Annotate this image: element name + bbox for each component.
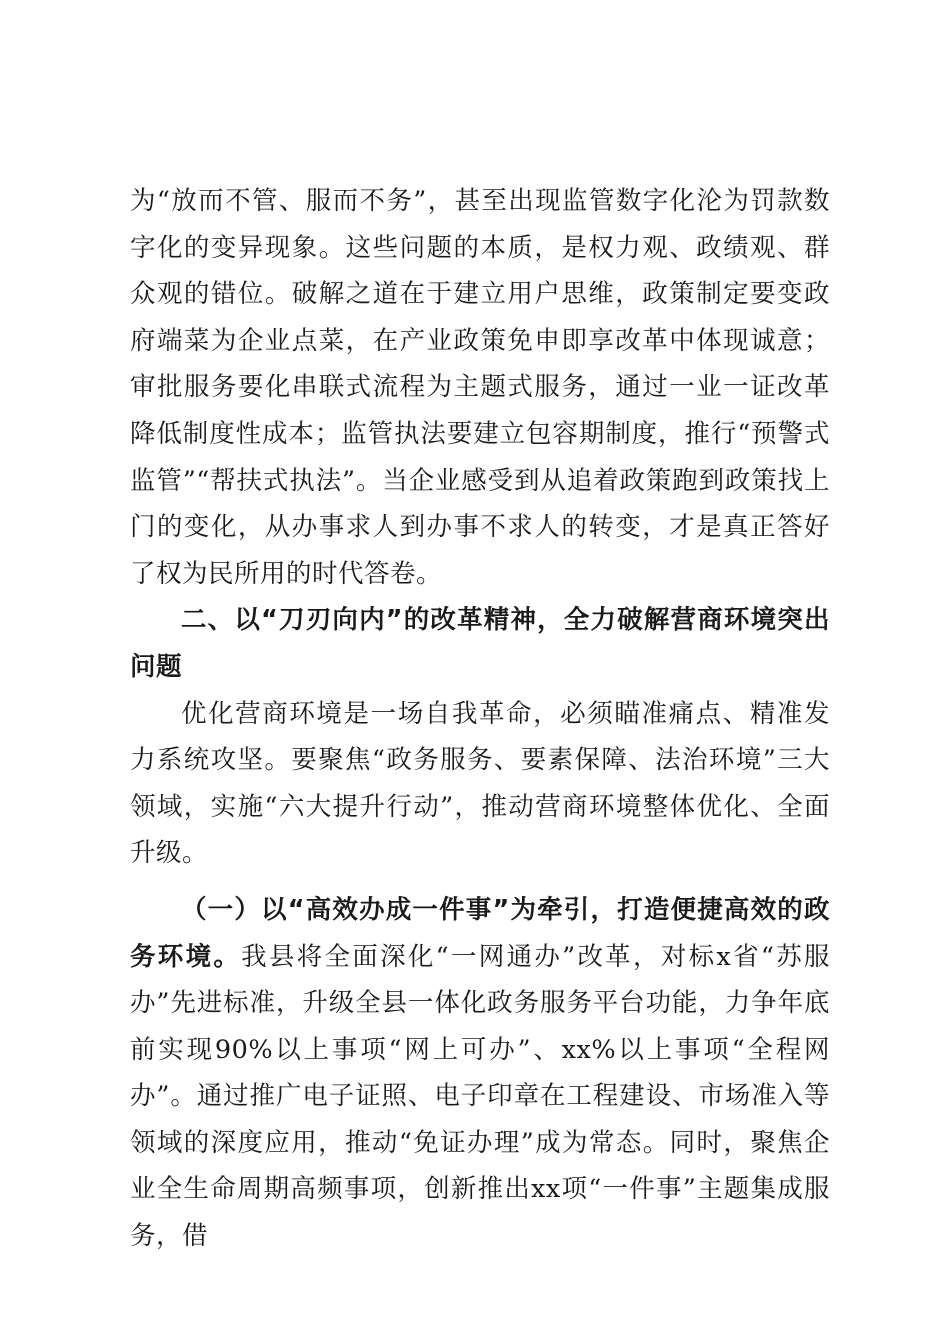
- section-heading: 二、以“刀刃向内”的改革精神，全力破解营商环境突出问题: [130, 605, 830, 682]
- subsection-lead: （一）以“高效办成一件事”为牵引，打造便捷高效的政务环境。: [130, 894, 830, 972]
- paragraph-subsection: [130, 887, 830, 1260]
- document-body: [130, 178, 830, 1260]
- paragraph-continuation: 为“放而不管、服而不务”，甚至出现监管数字化沦为罚款数字化的变异现象。这些问题的本质，是权力观、政绩观、群众观的错位。破解之道在于建立用户思维，政策制定要变政府端菜为企业点菜，在产业政策免申即享改革中体现诚意；审批服务要化串联式流程为主题式服务，通过一业一证改革降低制度性成本；监管执法要建立包容期制度，推行“预警式监管”“帮扶式执法”。当企业感受到从追着政策跑到政策找上门的变化，从办事求人到办事不求人的转变，才是真正答好了权为民所用的时代答卷。: [130, 186, 830, 589]
- subsection-body: 我县将全面深化“一网通办”改革，对标x省“苏服办”先进标准，升级全县一体化政务服务平台功能，力争年底前实现90%以上事项“网上可办”、xx%以上事项“全程网办”。通过推广电子证照、电子印章在工程建设、市场准入等领域的深度应用，推动“免证办理”成为常态。同时，聚焦企业全生命周期高频事项，创新推出xx项“一件事”主题集成服务，借: [130, 941, 830, 1252]
- paragraph-intro: 优化营商环境是一场自我革命，必须瞄准痛点、精准发力系统攻坚。要聚焦“政务服务、要素保障、法治环境”三大领域，实施“六大提升行动”，推动营商环境整体优化、全面升级。: [130, 698, 830, 869]
